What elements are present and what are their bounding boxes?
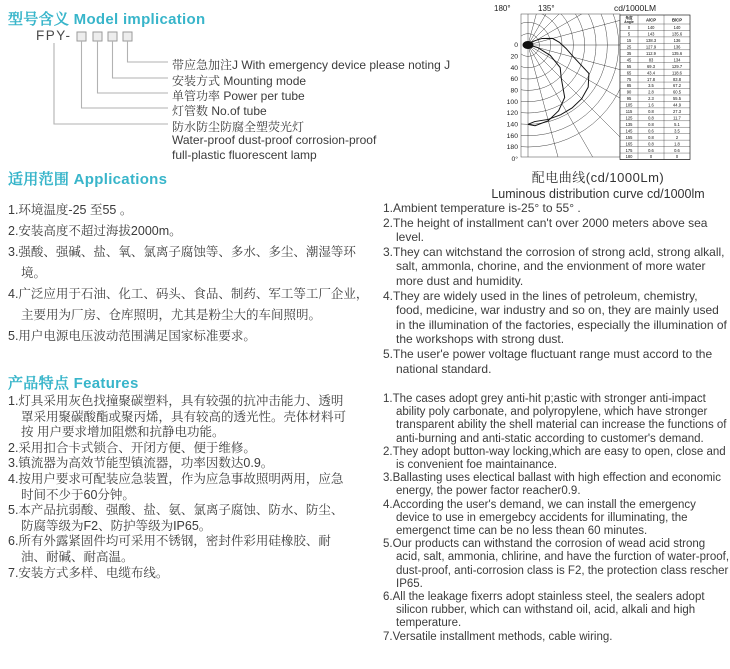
svg-text:55: 55 [626, 63, 632, 69]
list-item: 2.安装高度不超过海拔2000m。 [8, 224, 182, 238]
svg-text:67.2: 67.2 [673, 83, 681, 89]
svg-text:3.5: 3.5 [648, 83, 654, 89]
model-digit-box-2 [93, 32, 102, 41]
svg-text:180°: 180° [494, 4, 511, 13]
svg-text:160: 160 [506, 132, 518, 140]
svg-text:155: 155 [625, 134, 633, 140]
section-heading-model-implication: 型号含义 Model implication [8, 11, 206, 28]
chart-caption-en: Luminous distribution curve cd/1000lm [491, 187, 705, 201]
svg-text:15: 15 [626, 38, 632, 44]
list-item: 4.按用户要求可配装应急装置，作为应急事故照明两用，应急时间不少于60分钟。 [8, 471, 344, 502]
svg-text:0.8: 0.8 [648, 121, 654, 127]
svg-text:90: 90 [626, 89, 632, 95]
svg-text:125: 125 [625, 115, 633, 121]
svg-text:115: 115 [625, 109, 633, 115]
model-label-lamp-name-en2: full-plastic fluorescent lamp [172, 148, 317, 162]
svg-text:2.8: 2.8 [648, 89, 654, 95]
svg-text:0.8: 0.8 [648, 134, 654, 140]
model-code-prefix: FPY- [36, 28, 72, 43]
svg-text:140: 140 [673, 25, 681, 31]
svg-text:69.3: 69.3 [647, 63, 655, 69]
svg-text:180: 180 [506, 144, 518, 152]
svg-text:95: 95 [626, 96, 632, 102]
radial-tick-labels [507, 42, 519, 163]
svg-text:0: 0 [675, 154, 679, 160]
connector-line-lamp-name [54, 43, 168, 124]
svg-text:cd/1000LM: cd/1000LM [614, 3, 657, 13]
svg-text:135: 135 [625, 121, 633, 127]
svg-text:3.5: 3.5 [674, 128, 680, 134]
svg-text:5: 5 [627, 31, 631, 37]
list-item: 1.环境温度-25 至55 。 [8, 203, 133, 217]
svg-text:A/CP: A/CP [645, 17, 657, 23]
svg-text:0.6: 0.6 [648, 128, 654, 134]
svg-text:112.9: 112.9 [646, 50, 656, 56]
connector-line-emergency [128, 41, 169, 62]
svg-text:60.5: 60.5 [673, 89, 681, 95]
svg-text:5.1: 5.1 [674, 121, 680, 127]
svg-text:17.8: 17.8 [647, 76, 655, 82]
svg-text:0: 0 [627, 25, 631, 31]
list-item: 3.强酸、强碱、盐、氧、氯离子腐蚀等、多水、多尘、潮湿等环境。 [8, 245, 356, 280]
list-item: 6.所有外露紧固件均可采用不锈钢，密封件彩用硅橡胶、耐油、耐碱、耐高温。 [8, 534, 331, 564]
svg-text:2.3: 2.3 [648, 96, 654, 102]
model-number-diagram [28, 26, 451, 168]
svg-text:60: 60 [510, 76, 518, 84]
svg-text:40: 40 [510, 64, 518, 72]
list-item: 3.Ballasting uses electical ballast with high effection and economic energy, the power factor reacher0.9. [383, 472, 721, 498]
svg-text:角度: 角度 [625, 16, 633, 21]
svg-text:120: 120 [506, 110, 518, 118]
list-item: 2.They adopt button-way locking,which are easy to open, close and is convenient foe maintainance. [383, 445, 726, 472]
list-item: 4.广泛应用于石油、化工、码头、食品、制药、军工等工厂企业，主要用为厂房、仓库照明，尤其是粉尘大的车间照明。 [8, 287, 369, 322]
list-item: 2.The height of installment can't over 2000 meters above sea level. [383, 215, 708, 245]
lamp-origin-dot [523, 41, 534, 49]
list-item: 2.采用扣合卡式锁合、开闭方便、便于维修。 [8, 440, 256, 455]
list-item: 7.安装方式多样、电缆布线。 [8, 565, 169, 580]
svg-text:0: 0 [649, 154, 653, 160]
list-item: 5.用户电源电压波动范围满足国家标准要求。 [8, 329, 256, 343]
list-item: 6.All the leakage fixerrs adopt stainless steel, the sealers adopt silicon rubber, which can withstand oil, acid, alkali and high temperature. [383, 591, 705, 630]
svg-text:135.6: 135.6 [671, 50, 683, 56]
list-item: 5.The user'e power voltage fluctuant range must accord to the national standard. [383, 346, 713, 376]
applications-list-cn [8, 200, 370, 347]
svg-text:100: 100 [506, 98, 518, 106]
svg-text:55.5: 55.5 [673, 96, 681, 102]
model-digit-box-1 [77, 32, 86, 41]
svg-text:25: 25 [626, 44, 632, 50]
model-label-lamp-name-cn: 防水防尘防腐全塑荧光灯 [172, 120, 305, 134]
angle-labels-top [494, 3, 656, 13]
svg-text:140: 140 [506, 121, 518, 129]
applications-list-en [383, 201, 727, 376]
features-list-cn [8, 394, 352, 581]
section-heading-applications: 适用范围 Applications [8, 171, 168, 188]
svg-text:83: 83 [648, 57, 654, 63]
svg-text:136: 136 [673, 44, 681, 50]
svg-text:118.6: 118.6 [672, 70, 682, 76]
svg-text:20: 20 [510, 53, 518, 61]
svg-text:135.6: 135.6 [671, 31, 683, 37]
svg-text:65: 65 [626, 70, 632, 76]
svg-text:11.7: 11.7 [673, 115, 681, 121]
svg-text:140: 140 [647, 25, 655, 31]
svg-text:35: 35 [626, 50, 632, 56]
model-digit-box-4 [123, 32, 132, 41]
svg-text:105: 105 [625, 102, 633, 108]
section-heading-features: 产品特点 Features [8, 375, 139, 392]
features-list-en [383, 393, 730, 644]
svg-text:43.4: 43.4 [647, 70, 655, 76]
svg-text:27.3: 27.3 [673, 109, 681, 115]
svg-text:0.6: 0.6 [674, 147, 680, 153]
svg-text:0.8: 0.8 [648, 141, 654, 147]
photometric-table [620, 15, 690, 160]
connector-line-tubes [82, 41, 169, 108]
svg-text:75: 75 [626, 76, 632, 82]
svg-text:B/CP: B/CP [671, 17, 683, 23]
luminous-distribution-block [478, 2, 718, 201]
svg-text:138.3: 138.3 [645, 38, 657, 44]
list-item: 5.本产品抗弱酸、强酸、盐、氨、氯离子腐蚀、防水、防尘、防腐等级为F2、防护等级为IP65。 [8, 503, 344, 533]
list-item: 1.灯具采用灰色找撞聚碳塑料，具有较强的抗冲击能力、透明罩采用聚碳酸酯或聚丙烯，具有较高的透光性。壳体材料可按 用户要求增加阻燃和抗静电功能。 [8, 394, 347, 440]
connector-line-mounting [113, 41, 169, 78]
svg-text:143: 143 [647, 31, 655, 37]
svg-text:127.9: 127.9 [645, 44, 657, 50]
svg-text:44.9: 44.9 [673, 102, 681, 108]
svg-text:0: 0 [514, 42, 518, 50]
list-item: 1.Ambient temperature is-25° to 55° . [383, 201, 581, 215]
svg-text:136: 136 [673, 38, 681, 44]
svg-text:129.7: 129.7 [671, 63, 683, 69]
svg-text:1.8: 1.8 [674, 141, 680, 147]
svg-text:175: 175 [625, 147, 633, 153]
svg-text:180: 180 [625, 154, 633, 160]
model-label-power: 单管功率 Power per tube [172, 89, 305, 103]
svg-text:134: 134 [673, 57, 681, 63]
svg-text:2: 2 [675, 134, 679, 140]
model-label-emergency: 带应急加注J With emergency device please noting J [172, 58, 451, 72]
svg-text:85: 85 [626, 83, 632, 89]
list-item: 4.According the user's demand, we can install the emergency device to use in emergebcy accidents for illuminating, the emergenct time can be no less thean 60 minutes. [383, 498, 696, 538]
connector-line-power [98, 41, 169, 93]
svg-text:0°: 0° [511, 156, 518, 163]
svg-text:145: 145 [625, 128, 633, 134]
svg-text:0.8: 0.8 [648, 109, 654, 115]
list-item: 3.镇流器为高效节能型镇流器，功率因数达0.9。 [8, 456, 274, 471]
list-item: 7.Versatile installment methods, cable wiring. [383, 630, 613, 643]
svg-text:0.6: 0.6 [648, 147, 654, 153]
svg-text:80: 80 [510, 87, 518, 95]
list-item: 3.They can witchstand the corrosion of strong acld, strong alkall, salt, ammonla, chorine, and the envionment of more water more dust and humidity. [383, 244, 725, 288]
list-item: 5.Our products can withstand the corrosion of wead acid strong acid, salt, ammonia, chlirine, and have the furction of water-proof, dust-proof, anti-corrosion class is F2, the protection class rescher IP65. [383, 538, 730, 590]
svg-text:135°: 135° [538, 4, 555, 13]
model-label-tubes: 灯管数 No.of tube [172, 104, 267, 118]
list-item: 4.They are widely used in the lines of petroleum, chemistry, food, medicine, war industry and so on, they are mainly used in the illumination of the factories, especially the illumination of the workshops with strong dust. [383, 288, 727, 347]
svg-text:1.6: 1.6 [648, 102, 654, 108]
model-label-lamp-name-en1: Water-proof dust-proof corrosion-proof [172, 133, 377, 147]
svg-text:Angle: Angle [624, 20, 634, 25]
svg-text:0.8: 0.8 [648, 115, 654, 121]
svg-text:83.8: 83.8 [673, 76, 681, 82]
chart-caption-cn: 配电曲线(cd/1000Lm) [531, 170, 665, 185]
svg-text:165: 165 [625, 141, 633, 147]
list-item: 1.The cases adopt grey anti-hit p;astic with stronger anti-impact ability poly carbonate, and polyropylene, which have stronger transparent ability the shell material can increase the functions of anti-burning and anti-static according to customer's demand. [383, 393, 727, 445]
svg-text:45: 45 [626, 57, 632, 63]
model-label-mounting: 安装方式 Mounting mode [172, 74, 307, 88]
model-digit-box-3 [108, 32, 117, 41]
luminous-distribution-chart [488, 2, 710, 164]
